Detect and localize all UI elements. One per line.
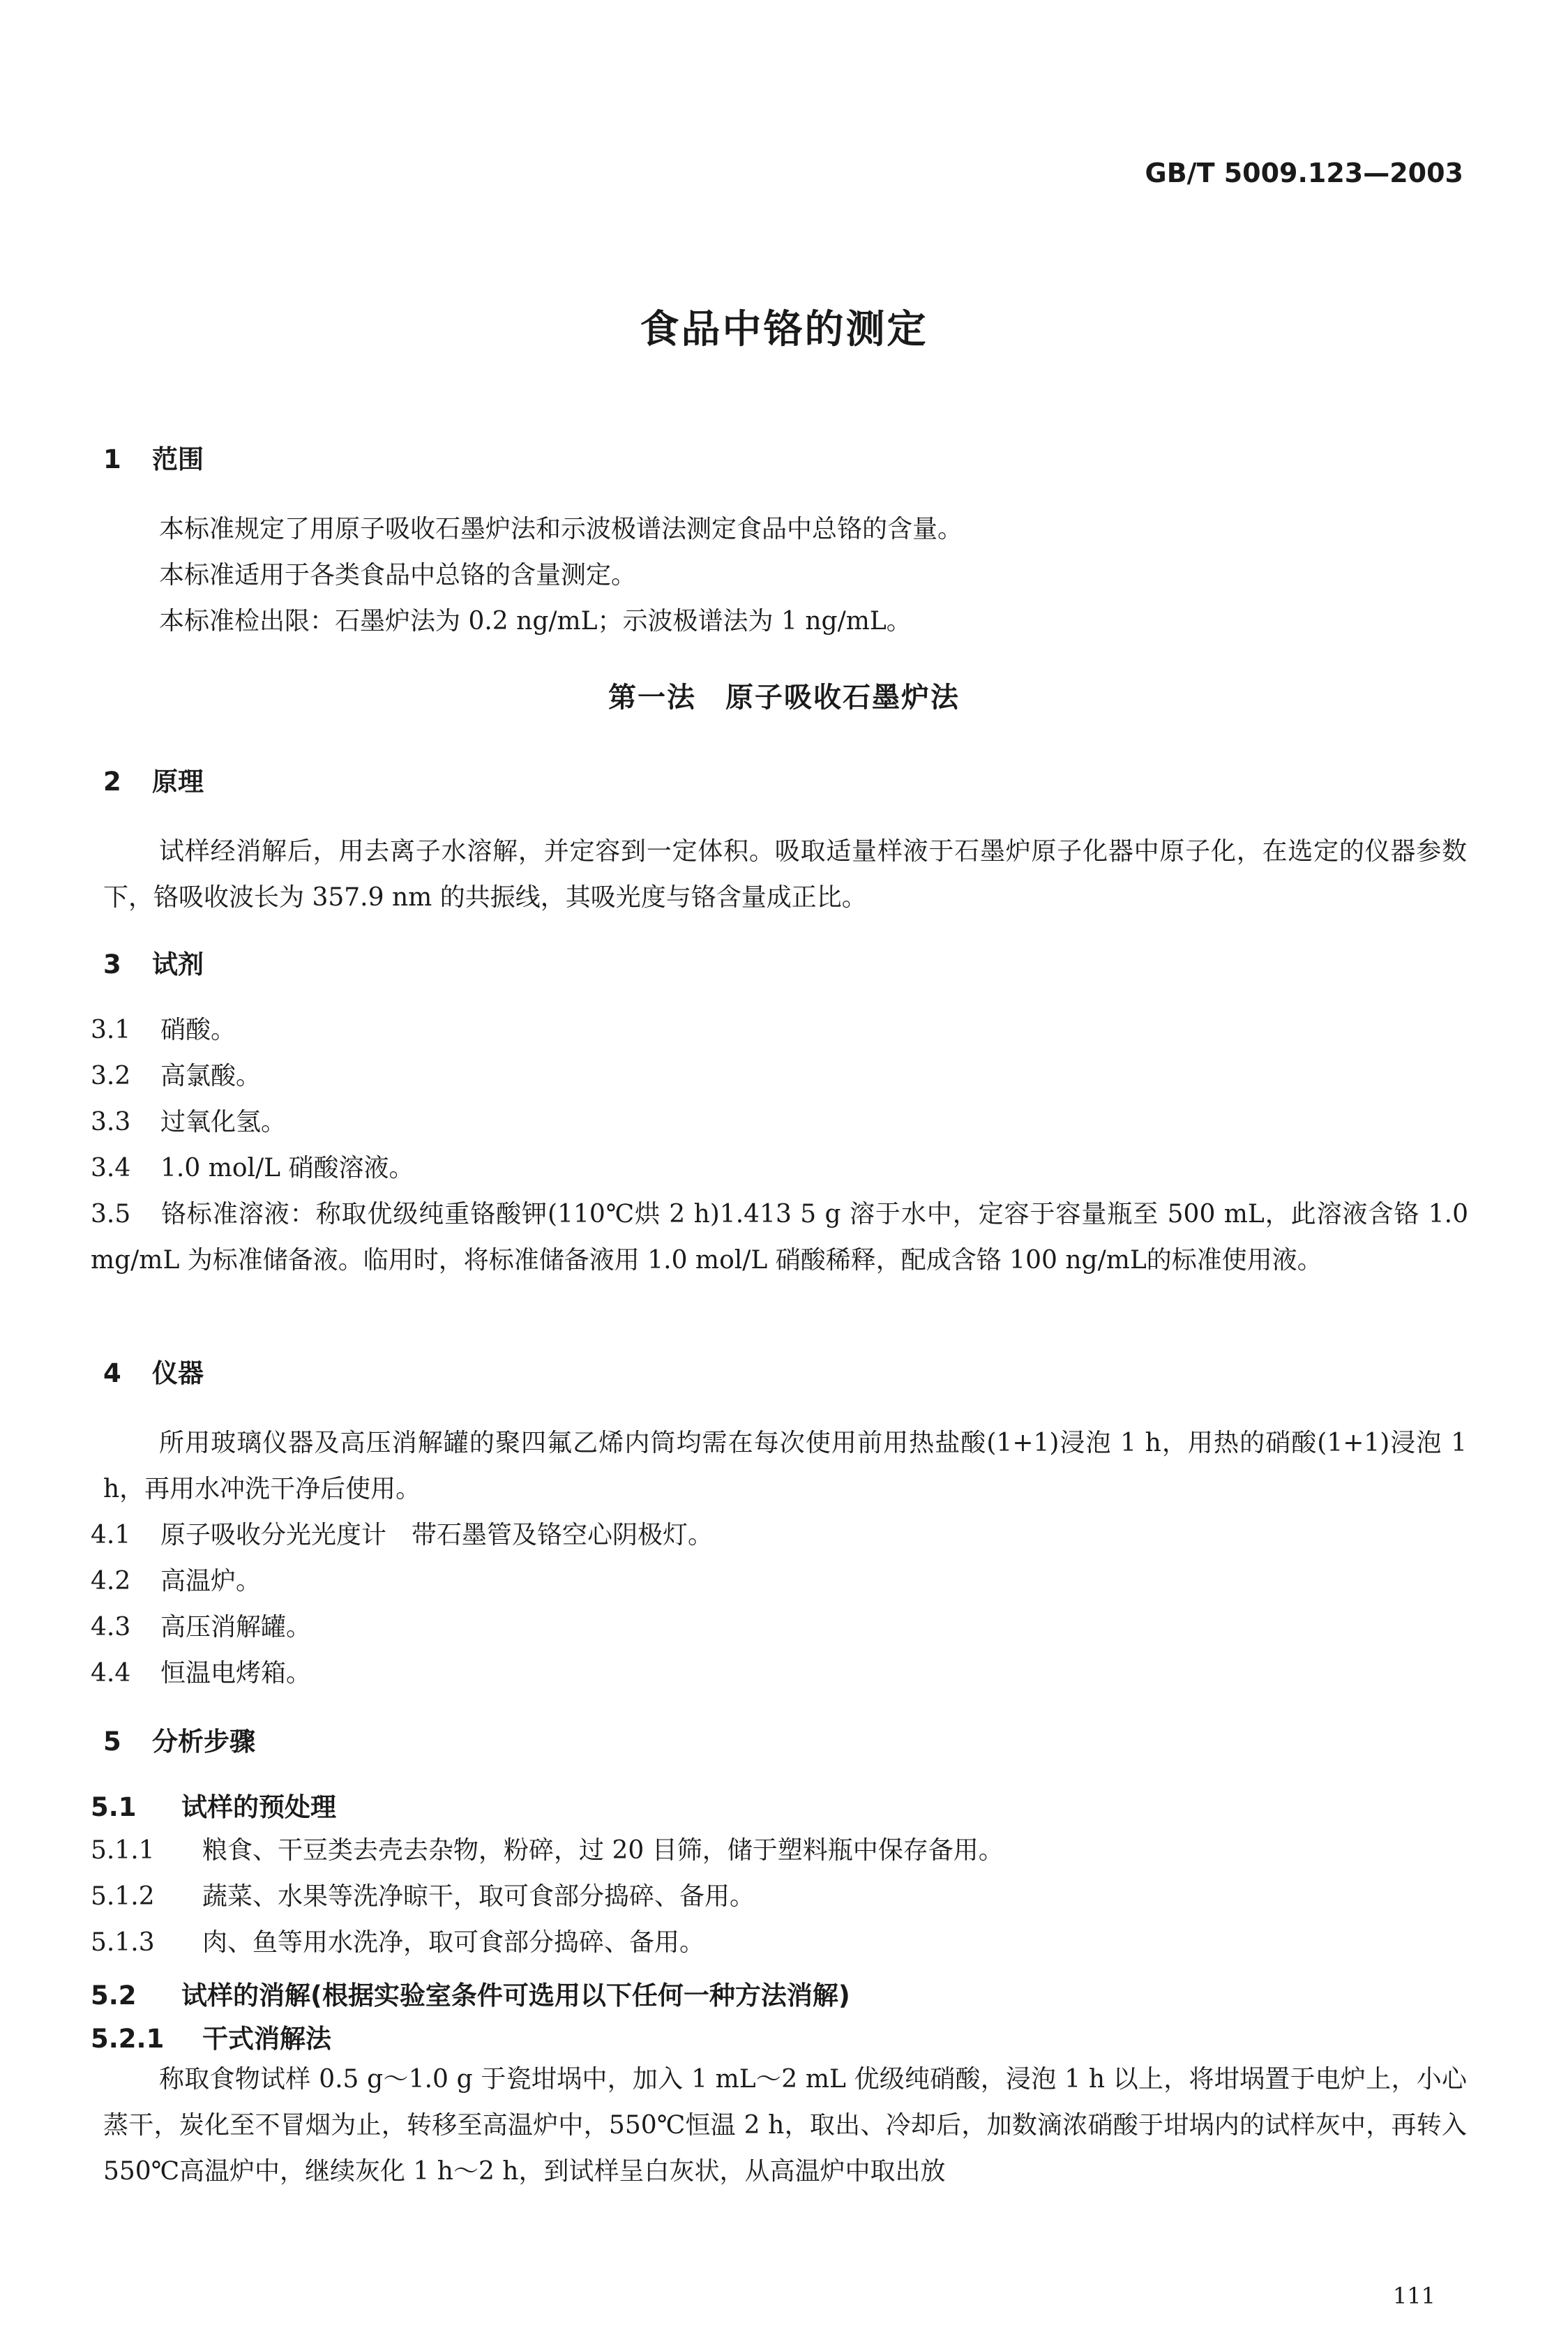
section-title: 仪器: [152, 1358, 204, 1388]
item-text: 恒温电烤箱。: [160, 1659, 312, 1688]
item-text: 1.0 mol/L 硝酸溶液。: [160, 1154, 414, 1182]
apparatus-paragraph: 所用玻璃仪器及高压消解罐的聚四氟乙烯内筒均需在每次使用前用热盐酸(1+1)浸泡 1 h，用热的硝酸(1+1)浸泡 1 h，再用水冲洗干净后使用。: [103, 1429, 1467, 1503]
apparatus-item: [91, 1558, 1468, 1605]
item-text: 粮食、干豆类去壳去杂物，粉碎，过 20 目筛，储于塑料瓶中保存备用。: [202, 1836, 1004, 1865]
item-number: 3.1: [91, 1016, 131, 1044]
section-number: 5.1: [91, 1792, 137, 1822]
apparatus-item: [91, 1605, 1468, 1651]
pretreatment-item: [91, 1920, 1468, 1966]
section-title: 原理: [152, 767, 204, 797]
section-title: 分析步骤: [152, 1727, 255, 1757]
scope-line-1: 本标准规定了用原子吸收石墨炉法和示波极谱法测定食品中总铬的含量。: [159, 515, 963, 543]
item-number: 4.3: [91, 1613, 131, 1641]
section-heading-principle: [103, 760, 204, 798]
section-title: 试样的预处理: [181, 1792, 336, 1822]
reagent-item: [91, 1145, 1468, 1192]
dry-ashing-paragraph: 称取食物试样 0.5 g～1.0 g 于瓷坩埚中，加入 1 mL～2 mL 优级纯硝酸，浸泡 1 h 以上，将坩埚置于电炉上，小心蒸干，炭化至不冒烟为止，转移至高温炉中，550℃恒温 2 h，取出、冷却后，加数滴浓硝酸于坩埚内的试样灰中，再转入 550℃高温炉中，继续灰化 1 h～2 h，到试样呈白灰状，从高温炉中取出放: [103, 2065, 1467, 2186]
item-number: 3.2: [91, 1062, 131, 1090]
item-text: 高压消解罐。: [160, 1613, 312, 1641]
apparatus-item: [91, 1512, 1468, 1558]
method-title: 第一法 原子吸收石墨炉法: [608, 682, 960, 714]
item-number: 4.2: [91, 1567, 131, 1595]
section-heading-reagents: [103, 943, 204, 981]
item-text: 蔬菜、水果等洗净晾干，取可食部分捣碎、备用。: [202, 1882, 755, 1911]
item-text: 原子吸收分光光度计 带石墨管及铬空心阴极灯。: [160, 1521, 714, 1549]
item-number: 4.4: [91, 1659, 131, 1688]
scope-line-2: 本标准适用于各类食品中总铬的含量测定。: [159, 561, 637, 589]
principle-paragraph: 试样经消解后，用去离子水溶解，并定容到一定体积。吸取适量样液于石墨炉原子化器中原子化，在选定的仪器参数下，铬吸收波长为 357.9 nm 的共振线，其吸光度与铬含量成正比。: [103, 837, 1467, 912]
item-text: 硝酸。: [160, 1016, 236, 1044]
scope-line-3: 本标准检出限：石墨炉法为 0.2 ng/mL；示波极谱法为 1 ng/mL。: [159, 607, 912, 636]
subsection-heading-pretreatment: [91, 1786, 336, 1824]
section-title: 范围: [152, 444, 204, 474]
section-number: 3: [103, 949, 121, 979]
section-title: 试样的消解(根据实验室条件可选用以下任何一种方法消解): [181, 1981, 850, 2011]
apparatus-item: [91, 1651, 1468, 1697]
section-number: 5.2.1: [91, 2024, 165, 2054]
section-title: 试剂: [152, 949, 204, 979]
subsection-heading-dry-ashing: [91, 2018, 331, 2055]
standard-number: GB/T 5009.123—2003: [1145, 158, 1463, 188]
item-text: 肉、鱼等用水洗净，取可食部分捣碎、备用。: [202, 1928, 705, 1957]
section-heading-scope: [103, 438, 204, 476]
item-number: 4.1: [91, 1521, 131, 1549]
item-number: 5.1.1: [91, 1836, 155, 1865]
item-text: 高温炉。: [160, 1567, 262, 1595]
item-text: 高氯酸。: [160, 1062, 262, 1090]
pretreatment-item: [91, 1828, 1468, 1874]
item-number: 3.4: [91, 1154, 131, 1182]
item-text: 过氧化氢。: [160, 1108, 287, 1136]
item-number: 5.1.3: [91, 1928, 155, 1957]
section-title: 干式消解法: [202, 2024, 331, 2054]
section-heading-procedure: [103, 1720, 255, 1758]
reagent-item: [91, 1007, 1468, 1053]
section-number: 2: [103, 767, 121, 797]
section-number: 1: [103, 444, 121, 474]
reagent-item: [91, 1192, 1468, 1284]
reagent-item: [91, 1053, 1468, 1099]
item-text: 铬标准溶液：称取优级纯重铬酸钾(110℃烘 2 h)1.413 5 g 溶于水中，定容于容量瓶至 500 mL，此溶液含铬 1.0 mg/mL 为标准储备液。临用时，将标准储备液用 1.0 mol/L 硝酸稀释，配成含铬 100 ng/mL的标准使用液。: [91, 1200, 1468, 1275]
document-title: 食品中铬的测定: [640, 307, 928, 352]
reagent-item: [91, 1099, 1468, 1145]
item-number: 3.5: [91, 1200, 131, 1229]
section-number: 5: [103, 1727, 121, 1757]
page-number: 111: [1392, 2283, 1435, 2309]
item-number: 3.3: [91, 1108, 131, 1136]
section-number: 5.2: [91, 1981, 137, 2011]
pretreatment-item: [91, 1874, 1468, 1920]
section-number: 4: [103, 1358, 121, 1388]
subsection-heading-digestion: [91, 1974, 850, 2012]
item-number: 5.1.2: [91, 1882, 155, 1911]
section-heading-apparatus: [103, 1352, 204, 1390]
